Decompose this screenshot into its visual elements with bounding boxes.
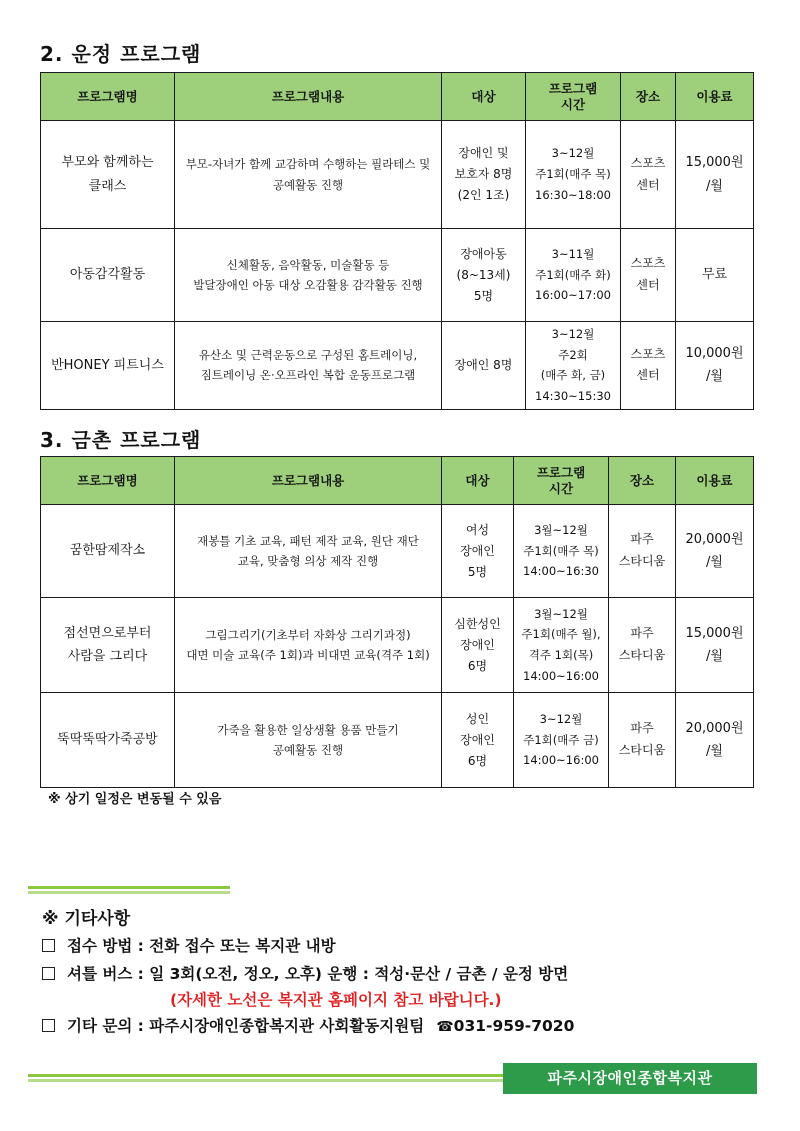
place-cell: 스포츠 센터: [621, 322, 676, 410]
program-name-cell: 아동감각활동: [41, 229, 175, 322]
header-cell: 프로그램 시간: [514, 457, 609, 505]
fee-cell: 20,000원 /월: [676, 505, 754, 598]
etc-shuttle-route-note: (자세한 노선은 복지관 홈페이지 참고 바랍니다.): [170, 991, 502, 1009]
table-header-row: [41, 73, 754, 121]
decorative-divider: [28, 886, 230, 894]
etc-inquiry: [42, 1014, 574, 1036]
fee-cell: 20,000원 /월: [676, 693, 754, 788]
header-cell: 프로그램명: [41, 457, 175, 505]
program-table-unjeong: [40, 72, 754, 410]
table-row: [41, 121, 754, 229]
target-cell: 장애인 및 보호자 8명 (2인 1조): [442, 121, 526, 229]
target-cell: 여성 장애인 5명: [442, 505, 514, 598]
header-cell: 프로그램명: [41, 73, 175, 121]
header-cell: 이용료: [676, 457, 754, 505]
header-cell: 프로그램 시간: [526, 73, 621, 121]
checkbox-square-icon: [42, 1019, 55, 1032]
table-header-row: [41, 457, 754, 505]
program-content-cell: 부모-자녀가 함께 교감하며 수행하는 필라테스 및 공예활동 진행: [175, 121, 442, 229]
fee-cell: 15,000원 /월: [676, 121, 754, 229]
target-cell: 장애아동 (8~13세) 5명: [442, 229, 526, 322]
phone-number: 031-959-7020: [453, 1017, 575, 1035]
fee-cell: 무료: [676, 229, 754, 322]
etc-reception: [42, 934, 336, 956]
header-cell: 프로그램내용: [175, 73, 442, 121]
schedule-change-note: ※ 상기 일정은 변동될 수 있음: [48, 792, 222, 807]
program-name-cell: 반HONEY 피트니스: [41, 322, 175, 410]
program-name-cell: 점선면으로부터 사람을 그리다: [41, 598, 175, 693]
target-cell: 장애인 8명: [442, 322, 526, 410]
place-cell: 스포츠 센터: [621, 121, 676, 229]
place-cell: 스포츠 센터: [621, 229, 676, 322]
section-2-title: 2. 운정 프로그램: [40, 42, 202, 66]
program-name-cell: 꿈한땀제작소: [41, 505, 175, 598]
program-content-cell: 유산소 및 근력운동으로 구성된 홈트레이닝, 짐트레이닝 온·오프라인 복합 운동프로그램: [175, 322, 442, 410]
header-cell: 대상: [442, 457, 514, 505]
time-cell: 3~12월 주1회(매주 목) 16:30~18:00: [526, 121, 621, 229]
program-content-cell: 그림그리기(기초부터 자화상 그리기과정) 대면 미술 교육(주 1회)과 비대면 교육(격주 1회): [175, 598, 442, 693]
time-cell: 3월~12월 주1회(매주 월), 격주 1회(목) 14:00~16:00: [514, 598, 609, 693]
phone-icon: ☎: [436, 1019, 454, 1035]
table-row: [41, 598, 754, 693]
program-content-cell: 신체활동, 음악활동, 미술활동 등 발달장애인 아동 대상 오감활용 감각활동 진행: [175, 229, 442, 322]
time-cell: 3~12월 주2회 (매주 화, 금) 14:30~15:30: [526, 322, 621, 410]
place-cell: 파주 스타디움: [609, 693, 676, 788]
etc-inquiry-text: 기타 문의 : 파주시장애인종합복지관 사회활동지원팀: [67, 1017, 425, 1035]
checkbox-square-icon: [42, 967, 55, 980]
header-cell: 장소: [621, 73, 676, 121]
program-content-cell: 가죽을 활용한 일상생활 용품 만들기 공예활동 진행: [175, 693, 442, 788]
program-name-cell: 뚝딱뚝딱가죽공방: [41, 693, 175, 788]
place-cell: 파주 스타디움: [609, 598, 676, 693]
table-row: [41, 505, 754, 598]
header-cell: 장소: [609, 457, 676, 505]
section-3-title: 3. 금촌 프로그램: [40, 428, 202, 452]
checkbox-square-icon: [42, 939, 55, 952]
header-cell: 대상: [442, 73, 526, 121]
place-cell: 파주 스타디움: [609, 505, 676, 598]
decorative-divider: [28, 1074, 504, 1082]
time-cell: 3~11월 주1회(매주 화) 16:00~17:00: [526, 229, 621, 322]
time-cell: 3월~12월 주1회(매주 목) 14:00~16:30: [514, 505, 609, 598]
header-cell: 프로그램내용: [175, 457, 442, 505]
program-content-cell: 재봉틀 기초 교육, 패턴 제작 교육, 원단 재단 교육, 맞춤형 의상 제작 진행: [175, 505, 442, 598]
etc-shuttle: [42, 962, 568, 984]
fee-cell: 10,000원 /월: [676, 322, 754, 410]
fee-cell: 15,000원 /월: [676, 598, 754, 693]
target-cell: 성인 장애인 6명: [442, 693, 514, 788]
target-cell: 심한성인 장애인 6명: [442, 598, 514, 693]
header-cell: 이용료: [676, 73, 754, 121]
etc-reception-text: 접수 방법 : 전화 접수 또는 복지관 내방: [67, 937, 336, 955]
table-row: [41, 229, 754, 322]
table-row: [41, 322, 754, 410]
etc-title: ※ 기타사항: [42, 909, 131, 929]
etc-shuttle-text: 셔틀 버스 : 일 3회(오전, 정오, 오후) 운행 : 적성·문산 / 금촌 / 운정 방면: [67, 965, 569, 983]
time-cell: 3~12월 주1회(매주 금) 14:00~16:00: [514, 693, 609, 788]
program-table-geumchon: [40, 456, 754, 788]
footer-organization-badge: 파주시장애인종합복지관: [503, 1063, 757, 1094]
program-name-cell: 부모와 함께하는 클래스: [41, 121, 175, 229]
table-row: [41, 693, 754, 788]
